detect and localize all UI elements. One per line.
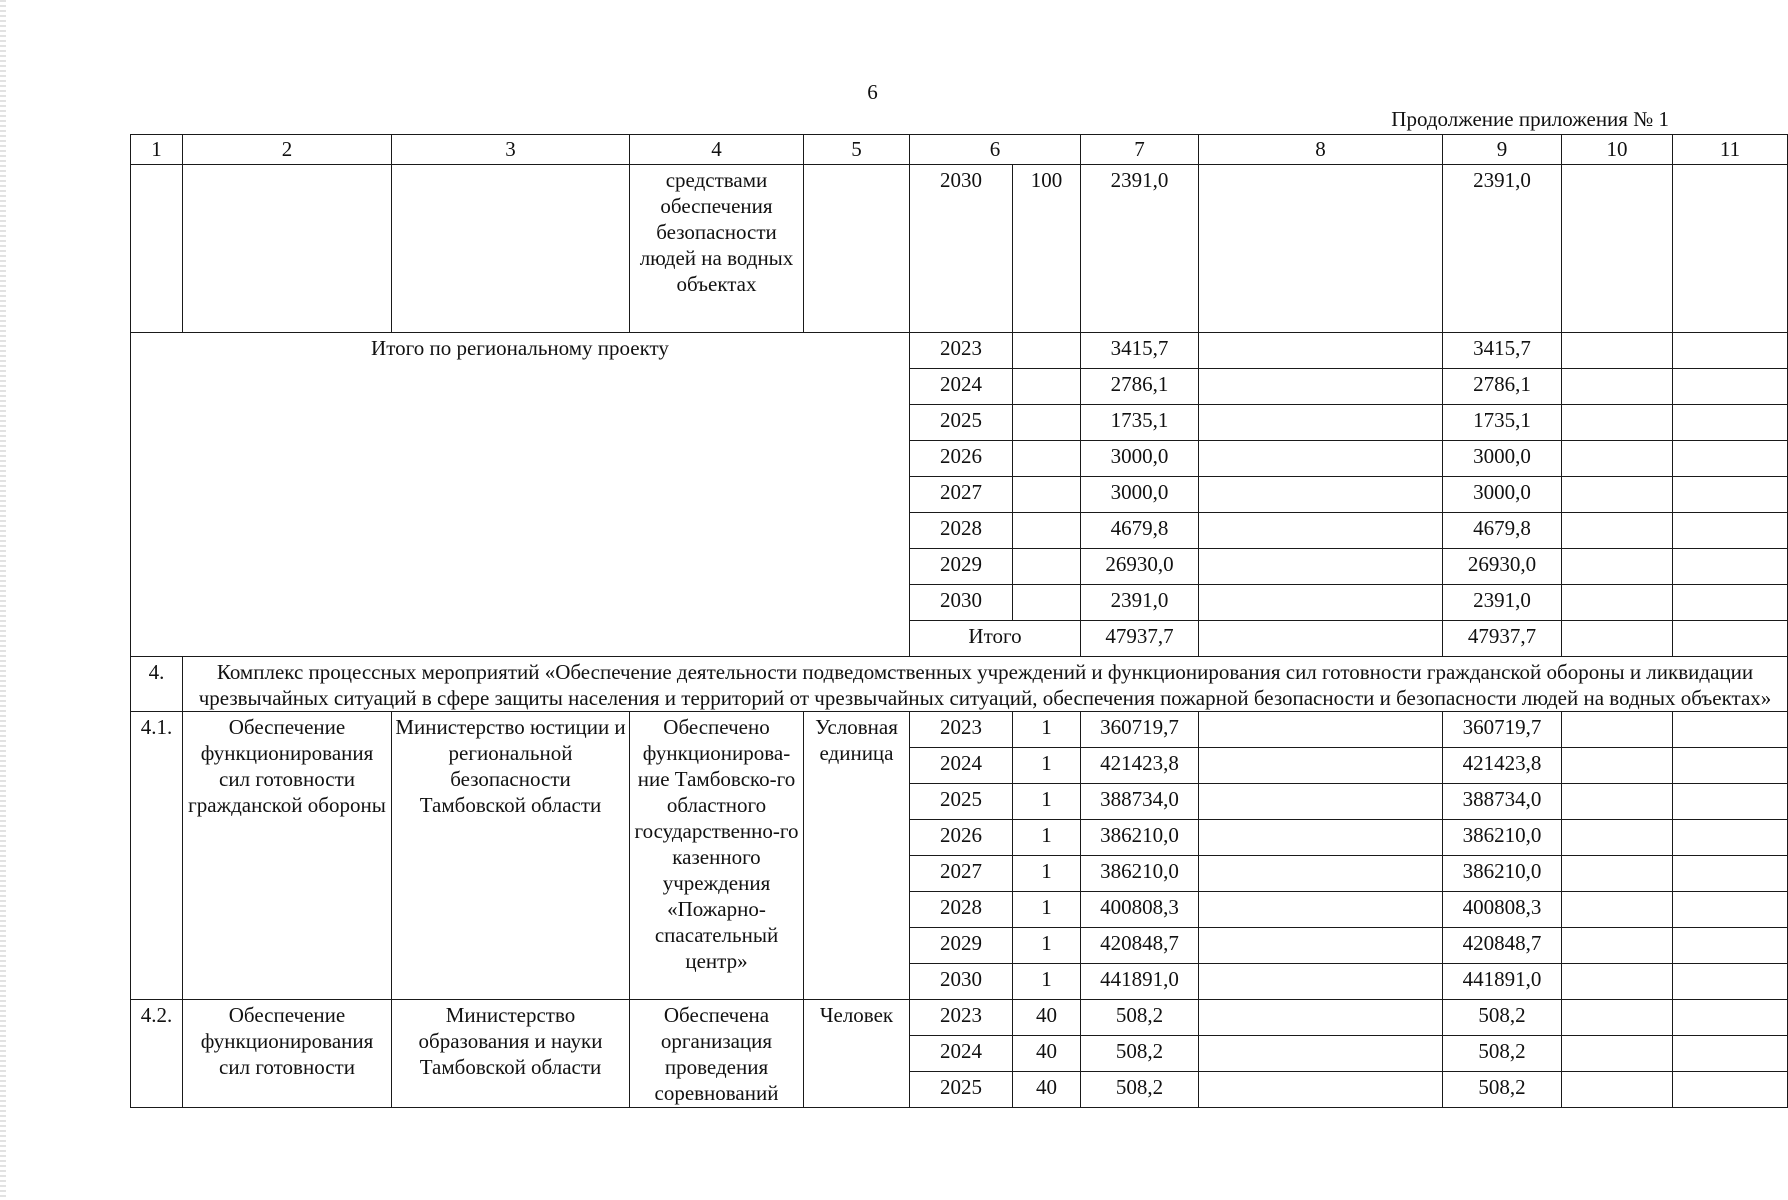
amount-cell: 420848,7	[1081, 928, 1199, 964]
amount-cell: 3000,0	[1081, 441, 1199, 477]
item-name: Обеспечение функционирования сил готовности	[183, 1000, 392, 1108]
amount-cell: 3415,7	[1081, 333, 1199, 369]
amount-cell: 508,2	[1443, 1036, 1562, 1072]
amount-cell: 508,2	[1443, 1072, 1562, 1108]
amount-cell: 2391,0	[1443, 585, 1562, 621]
value-cell: 40	[1013, 1036, 1081, 1072]
header-row	[131, 135, 1788, 165]
value-cell: 40	[1013, 1072, 1081, 1108]
amount-cell: 421423,8	[1443, 748, 1562, 784]
amount-cell: 26930,0	[1081, 549, 1199, 585]
year-cell: 2024	[910, 369, 1013, 405]
item-number: 4.1.	[131, 712, 183, 1000]
section-number: 4.	[131, 657, 183, 712]
result-cell: средствами обеспечения безопасности людей на водных объектах	[630, 165, 804, 333]
item-number: 4.2.	[131, 1000, 183, 1108]
column-header: 8	[1199, 135, 1443, 165]
year-cell: 2030	[910, 964, 1013, 1000]
column-header: 2	[183, 135, 392, 165]
value-cell: 1	[1013, 712, 1081, 748]
table-row	[131, 712, 1788, 748]
year-cell: 2029	[910, 549, 1013, 585]
amount-cell: 26930,0	[1443, 549, 1562, 585]
value-cell: 1	[1013, 784, 1081, 820]
year-cell: 2025	[910, 1072, 1013, 1108]
amount-cell: 360719,7	[1443, 712, 1562, 748]
amount-cell: 400808,3	[1081, 892, 1199, 928]
amount-cell: 441891,0	[1081, 964, 1199, 1000]
amount-cell: 2391,0	[1443, 165, 1562, 333]
item-result: Обеспечена организация проведения соревнований	[630, 1000, 804, 1108]
column-header: 11	[1673, 135, 1788, 165]
column-header: 1	[131, 135, 183, 165]
table-row	[131, 1000, 1788, 1036]
amount-cell: 4679,8	[1081, 513, 1199, 549]
page-number: 6	[867, 80, 878, 104]
year-cell: 2025	[910, 405, 1013, 441]
amount-cell: 388734,0	[1443, 784, 1562, 820]
item-result: Обеспечено функционирова-ние Тамбовско-го областного государственно-го казенного учреждения «Пожарно-спасательный центр»	[630, 712, 804, 1000]
amount-cell: 508,2	[1081, 1000, 1199, 1036]
amount-cell: 3415,7	[1443, 333, 1562, 369]
value-cell: 1	[1013, 856, 1081, 892]
column-header: 10	[1562, 135, 1673, 165]
item-unit: Условная единица	[804, 712, 910, 1000]
amount-cell: 2391,0	[1081, 585, 1199, 621]
year-cell: 2027	[910, 477, 1013, 513]
amount-cell: 1735,1	[1081, 405, 1199, 441]
year-cell: 2025	[910, 784, 1013, 820]
value-cell: 1	[1013, 892, 1081, 928]
value-cell: 40	[1013, 1000, 1081, 1036]
year-cell: 2026	[910, 441, 1013, 477]
column-header: 4	[630, 135, 804, 165]
amount-cell: 508,2	[1081, 1036, 1199, 1072]
year-cell: 2024	[910, 748, 1013, 784]
amount-cell: 47937,7	[1443, 621, 1562, 657]
amount-cell: 508,2	[1443, 1000, 1562, 1036]
amount-cell: 3000,0	[1443, 441, 1562, 477]
amount-cell: 1735,1	[1443, 405, 1562, 441]
year-cell: 2030	[910, 585, 1013, 621]
amount-cell: 388734,0	[1081, 784, 1199, 820]
item-responsible: Министерство образования и науки Тамбовской области	[392, 1000, 630, 1108]
table-row	[131, 333, 1788, 369]
year-cell: 2024	[910, 1036, 1013, 1072]
column-header: 6	[910, 135, 1081, 165]
value-cell: 100	[1013, 165, 1081, 333]
amount-cell: 3000,0	[1443, 477, 1562, 513]
amount-cell: 2786,1	[1081, 369, 1199, 405]
project-total-label: Итого по региональному проекту	[131, 333, 910, 657]
year-cell: 2028	[910, 892, 1013, 928]
amount-cell: 3000,0	[1081, 477, 1199, 513]
amount-cell: 421423,8	[1081, 748, 1199, 784]
amount-cell: 4679,8	[1443, 513, 1562, 549]
amount-cell: 420848,7	[1443, 928, 1562, 964]
column-header: 7	[1081, 135, 1199, 165]
amount-cell: 2391,0	[1081, 165, 1199, 333]
column-header: 3	[392, 135, 630, 165]
column-header: 5	[804, 135, 910, 165]
year-cell: 2023	[910, 1000, 1013, 1036]
value-cell: 1	[1013, 820, 1081, 856]
amount-cell: 2786,1	[1443, 369, 1562, 405]
year-cell: 2023	[910, 712, 1013, 748]
section-title: Комплекс процессных мероприятий «Обеспечение деятельности подведомственных учреждений и функционирования сил готовности гражданской обороны и ликвидации чрезвычайных ситуаций в сфере защиты населения и территорий от чрезвычайных ситуаций, обеспечения пожарной безопасности и безопасности людей на водных объектах»	[183, 657, 1788, 712]
year-cell: 2030	[910, 165, 1013, 333]
table-row	[131, 165, 1788, 333]
item-responsible: Министерство юстиции и региональной безопасности Тамбовской области	[392, 712, 630, 1000]
total-label: Итого	[910, 621, 1081, 657]
appendix-table	[130, 134, 1788, 1108]
amount-cell: 360719,7	[1081, 712, 1199, 748]
amount-cell: 400808,3	[1443, 892, 1562, 928]
amount-cell: 47937,7	[1081, 621, 1199, 657]
amount-cell: 508,2	[1081, 1072, 1199, 1108]
value-cell: 1	[1013, 748, 1081, 784]
year-cell: 2029	[910, 928, 1013, 964]
amount-cell: 386210,0	[1081, 856, 1199, 892]
year-cell: 2028	[910, 513, 1013, 549]
section-row	[131, 657, 1788, 712]
value-cell: 1	[1013, 928, 1081, 964]
year-cell: 2023	[910, 333, 1013, 369]
year-cell: 2027	[910, 856, 1013, 892]
amount-cell: 386210,0	[1081, 820, 1199, 856]
item-name: Обеспечение функционирования сил готовности гражданской обороны	[183, 712, 392, 1000]
item-unit: Человек	[804, 1000, 910, 1108]
value-cell: 1	[1013, 964, 1081, 1000]
amount-cell: 386210,0	[1443, 856, 1562, 892]
amount-cell: 441891,0	[1443, 964, 1562, 1000]
amount-cell: 386210,0	[1443, 820, 1562, 856]
year-cell: 2026	[910, 820, 1013, 856]
column-header: 9	[1443, 135, 1562, 165]
scan-edge	[0, 0, 6, 1200]
continuation-caption: Продолжение приложения № 1	[1391, 107, 1669, 131]
